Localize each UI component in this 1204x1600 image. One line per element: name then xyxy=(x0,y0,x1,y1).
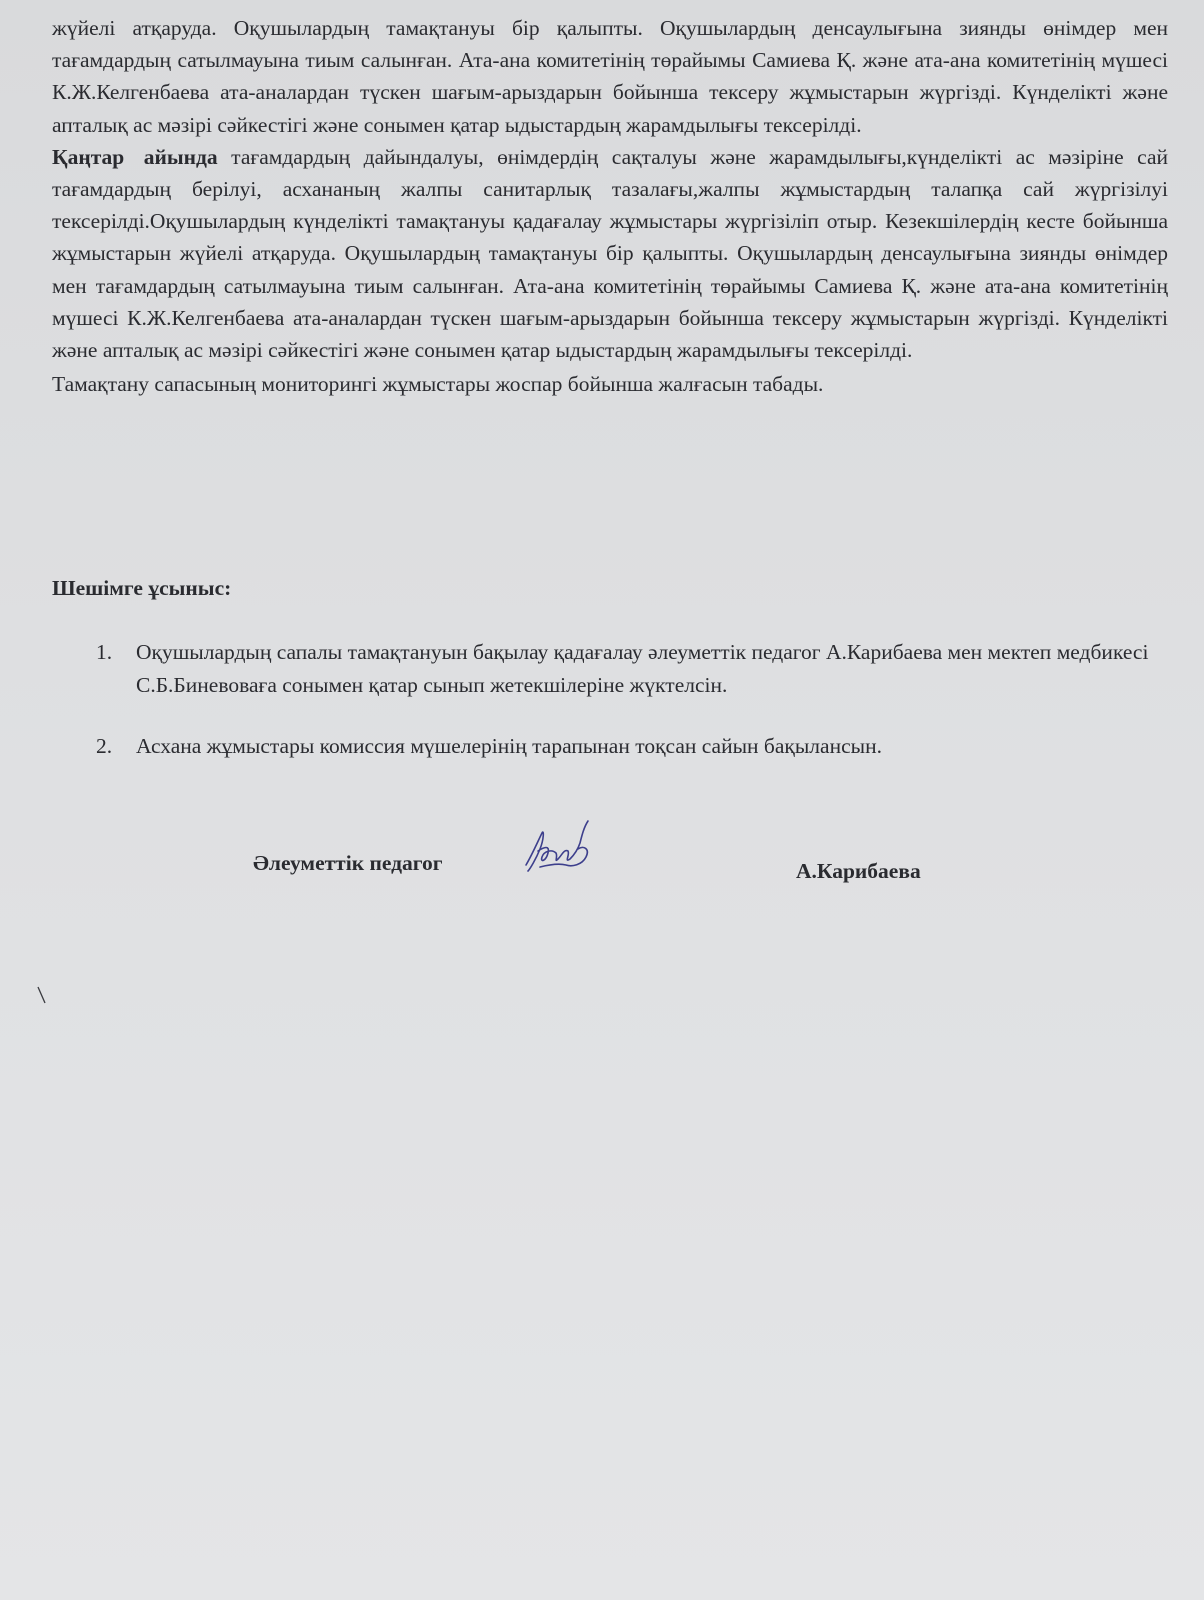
proposal-text: Асхана жұмыстары комиссия мүшелерінің тарапынан тоқсан сайын бақылансын. xyxy=(136,734,882,758)
proposal-list xyxy=(96,636,1162,791)
proposal-item xyxy=(96,730,1162,763)
paragraph-lead-january: Қаңтар айында xyxy=(52,144,218,169)
document-body xyxy=(52,12,1168,400)
paragraph-continued: жүйелі атқаруда. Оқушылардың тамақтануы бір қалыпты. Оқушылардың денсаулығына зиянды өнімдер мен тағамдардың сатылмауына тиым салынған. Ата-ана комитетінің төрайымы Самиева Қ. және ата-ана комитетінің мүшесі К.Ж.Келгенбаева ата-аналардан түскен шағым-арыздарын бойынша тексеру жұмыстарын жүргізді. Күнделікті және апталық ас мәзірі сәйкестігі және сонымен қатар ыдыстардың жарамдылығы тексерілді. xyxy=(52,16,1168,137)
proposal-number: 1. xyxy=(96,640,113,664)
paragraph-january xyxy=(52,141,1168,366)
proposal-item xyxy=(96,636,1162,702)
proposal-text: Оқушылардың сапалы тамақтануын бақылау қадағалау әлеуметтік педагог А.Карибаева мен мектеп медбикесі С.Б.Биневоваға сонымен қатар сынып жетекшілеріне жүктелсін. xyxy=(136,640,1149,697)
signature-name: А.Карибаева xyxy=(796,859,921,883)
paragraph-monitoring: Тамақтану сапасының мониторингі жұмыстары жоспар бойынша жалғасын табады. xyxy=(52,372,824,397)
proposal-heading: Шешімге ұсыныс: xyxy=(52,576,232,600)
handwritten-signature xyxy=(518,815,596,877)
signature-role: Әлеуметтік педагог xyxy=(253,851,443,875)
paragraph-january-text: тағамдардың дайындалуы, өнімдердің сақталуы және жарамдылығы,күнделікті ас мәзіріне сай тағамдардың берілуі, асхананың жалпы санитарлық тазалағы,жалпы жұмыстардың талапқа сай жүргізілуі тексерілді.Оқушылардың күнделікті тамақтануы қадағалау жұмыстары жүргізіліп отыр. Кезекшілердің кесте бойынша жұмыстарын жүйелі атқаруда. Оқушылардың тамақтануы бір қалыпты. Оқушылардың денсаулығына зиянды өнімдер мен тағамдардың сатылмауына тиым салынған. Ата-ана комитетінің төрайымы Самиева Қ. және ата-ана комитетінің мүшесі К.Ж.Келгенбаева ата-аналардан түскен шағым-арыздарын бойынша тексеру жұмыстарын жүргізді. Күнделікті және апталық ас мәзірі сәйкестігі және сонымен қатар ыдыстардың жарамдылығы тексерілді. xyxy=(52,144,1168,363)
stray-pen-mark xyxy=(36,985,48,1005)
proposal-number: 2. xyxy=(96,734,113,758)
